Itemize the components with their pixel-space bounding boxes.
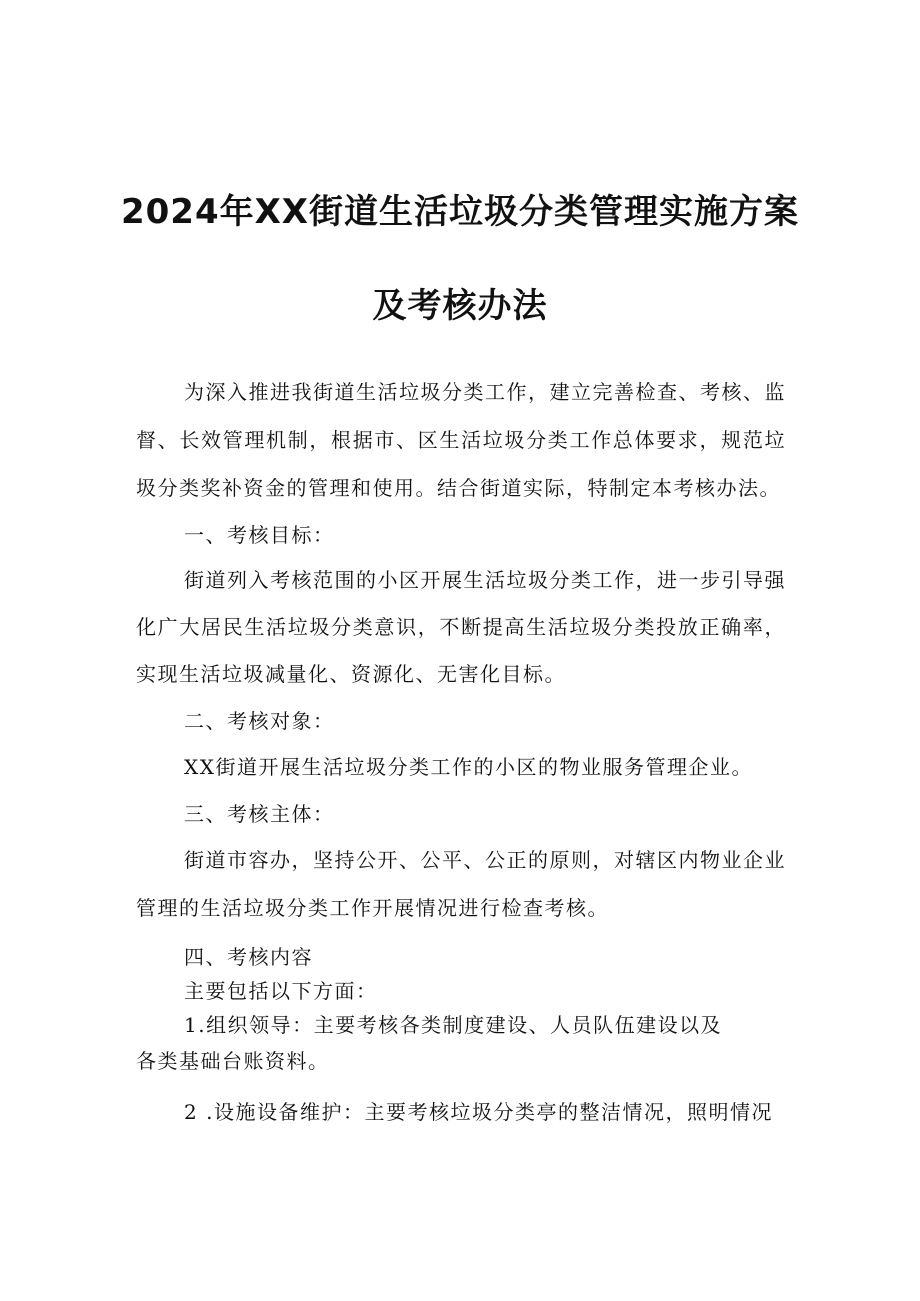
document-title-line-1: 2024年XX街道生活垃圾分类管理实施方案 <box>120 192 800 232</box>
section-3-heading: 三、考核主体： <box>184 802 335 826</box>
section-4-item-1-line-1: 1.组织领导：主要考核各类制度建设、人员队伍建设以及 <box>184 1013 723 1037</box>
section-2-line-1: XX街道开展生活垃圾分类工作的小区的物业服务管理企业。 <box>184 755 753 779</box>
section-1-line-2: 化广大居民生活垃圾分类意识，不断提高生活垃圾分类投放正确率， <box>136 615 786 639</box>
document-title-line-2: 及考核办法 <box>372 286 548 326</box>
section-3-line-1: 街道市容办，坚持公开、公平、公正的原则，对辖区内物业企业 <box>184 848 786 872</box>
section-2-heading: 二、考核对象： <box>184 709 335 733</box>
section-4-heading: 四、考核内容 <box>184 945 313 969</box>
section-1-line-1: 街道列入考核范围的小区开展生活垃圾分类工作，进一步引导强 <box>184 568 786 592</box>
section-4-item-2-line-1: 2 .设施设备维护：主要考核垃圾分类亭的整洁情况，照明情况 <box>184 1100 773 1124</box>
section-1-line-3: 实现生活垃圾减量化、资源化、无害化目标。 <box>136 662 566 686</box>
section-4-lead: 主要包括以下方面： <box>184 979 378 1003</box>
intro-paragraph-line-3: 圾分类奖补资金的管理和使用。结合街道实际，特制定本考核办法。 <box>136 476 781 500</box>
section-3-line-2: 管理的生活垃圾分类工作开展情况进行检查考核。 <box>136 896 609 920</box>
section-4-item-1-line-2: 各类基础台账资料。 <box>136 1049 330 1073</box>
section-1-heading: 一、考核目标： <box>184 523 335 547</box>
intro-paragraph-line-2: 督、长效管理机制，根据市、区生活垃圾分类工作总体要求，规范垃 <box>136 428 786 452</box>
intro-paragraph-line-1: 为深入推进我街道生活垃圾分类工作，建立完善检查、考核、监 <box>184 380 786 404</box>
